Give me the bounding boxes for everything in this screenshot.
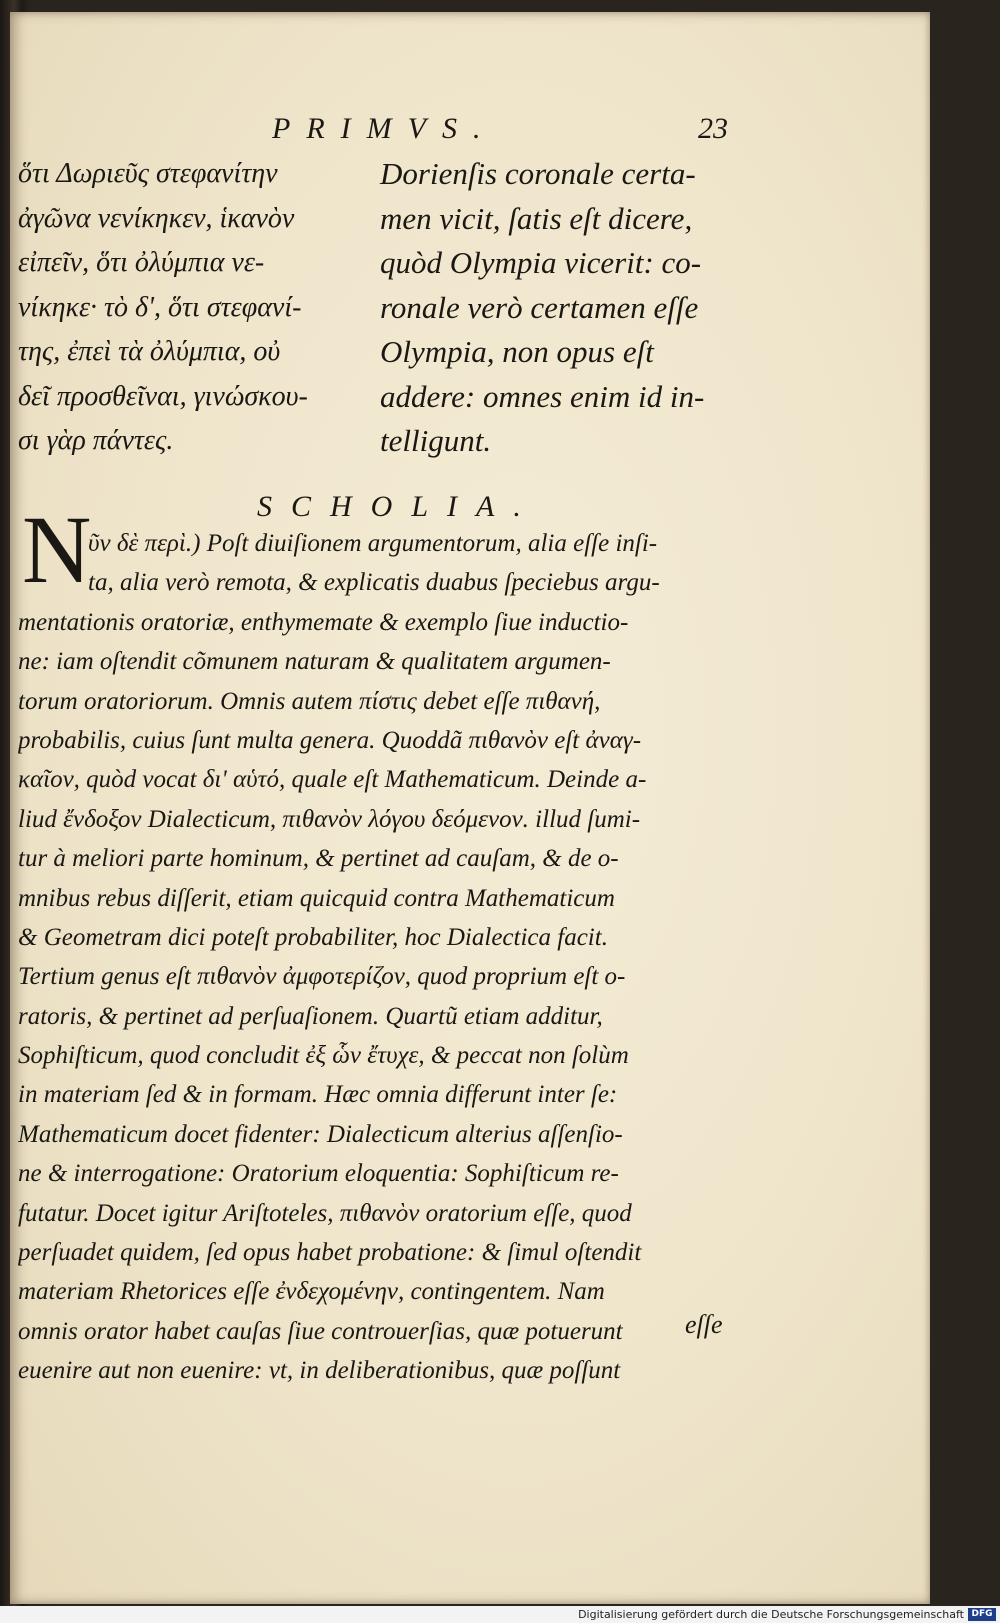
latin-line: telligunt. bbox=[380, 423, 492, 458]
scholia-line: Mathematicum docet fidenter: Dialecticum alterius aſſenſio- bbox=[18, 1120, 623, 1148]
latin-line: Olympia, non opus eſt bbox=[380, 334, 654, 369]
latin-line: ronale verò certamen eſſe bbox=[380, 289, 699, 325]
scholia-line: tur à meliori parte hominum, & pertinet ad cauſam, & de o- bbox=[18, 845, 619, 873]
scholia-line: materiam Rhetorices eſſe ἐνδεχομένην, contingentem. Nam bbox=[18, 1278, 605, 1306]
scholia-line: ne: iam oſtendit cõmunem naturam & qualitatem argumen- bbox=[18, 648, 611, 676]
greek-line: σι γὰρ πάντες. bbox=[18, 425, 174, 456]
scholia-line: ta, alia verò remota, & explicatis duabus ſpeciebus argu- bbox=[88, 569, 660, 597]
scholia-line: mnibus rebus diſſerit, etiam quicquid contra Mathematicum bbox=[18, 884, 615, 912]
funding-credit: Digitalisierung gefördert durch die Deutsche Forschungsgemeinschaft bbox=[578, 1608, 964, 1621]
scholia-line: probabilis, cuius ſunt multa genera. Quoddã πιθανὸν eſt ἀναγ- bbox=[18, 726, 642, 754]
scholia-line: mentationis oratoriæ, enthymemate & exemplo ſiue inductio- bbox=[18, 608, 629, 636]
latin-line: quòd Olympia vicerit: co- bbox=[380, 245, 702, 280]
scholia-line: in materiam ſed & in formam. Hæc omnia differunt inter ſe: bbox=[18, 1081, 618, 1109]
page-number: 23 bbox=[698, 112, 728, 145]
scholia-line: ne & interrogatione: Oratorium eloquentia: Sophiſticum re- bbox=[18, 1160, 619, 1188]
running-head: PRIMVS. bbox=[272, 112, 497, 145]
section-heading: SCHOLIA. bbox=[257, 490, 540, 523]
latin-text-column bbox=[380, 152, 735, 464]
scholia-line: omnis orator habet cauſas ſiue controuerſias, quæ potuerunt bbox=[18, 1317, 623, 1345]
greek-line: δεῖ προσθεῖναι, γινώσκου- bbox=[18, 380, 308, 412]
greek-line: ἀγῶνα νενίκηκεν, ἱκανὸν bbox=[18, 202, 295, 234]
drop-cap-initial: N bbox=[22, 496, 92, 603]
scholia-line: Sophiſticum, quod concludit ἐξ ὧν ἔτυχε, & peccat non ſolùm bbox=[18, 1042, 629, 1070]
catchword: eſſe bbox=[685, 1310, 723, 1339]
scholia-line: liud ἔνδοξον Dialecticum, πιθανὸν λόγου δεόμενον. illud ſumi- bbox=[18, 805, 641, 833]
greek-line: νίκηκε· τὸ δ', ὅτι στεφανί- bbox=[18, 291, 302, 323]
greek-line: της, ἐπεὶ τὰ ὀλύμπια, οὐ bbox=[18, 336, 281, 367]
dfg-logo: DFG bbox=[968, 1608, 996, 1621]
book-page bbox=[10, 12, 930, 1604]
greek-line: ὅτι Δωριεῦς στεφανίτην bbox=[18, 158, 278, 189]
scholia-line: ratoris, & pertinet ad perſuaſionem. Quartũ etiam additur, bbox=[18, 1002, 603, 1030]
scholia-line: futatur. Docet igitur Ariſtoteles, πιθανὸν oratorium eſſe, quod bbox=[18, 1199, 632, 1227]
scholia-line: & Geometram dici poteſt probabiliter, hoc Dialectica facit. bbox=[18, 923, 608, 951]
digitization-footer bbox=[0, 1606, 1000, 1623]
scholia-line: ῦν δὲ περὶ.) Poſt diuiſionem argumentorum, alia eſſe inſi- bbox=[88, 530, 658, 557]
scholia-line: καῖον, quòd vocat δι' αὑτό, quale eſt Mathematicum. Deinde a- bbox=[18, 766, 647, 794]
latin-line: addere: omnes enim id in- bbox=[380, 378, 705, 414]
scholia-line: Tertium genus eſt πιθανὸν ἀμφοτερίζον, quod proprium eſt o- bbox=[18, 963, 626, 991]
greek-line: εἰπεῖν, ὅτι ὀλύμπια νε- bbox=[18, 247, 265, 278]
scholia-line: euenire aut non euenire: vt, in deliberationibus, quæ poſſunt bbox=[18, 1357, 621, 1385]
latin-line: men vicit, ſatis eſt dicere, bbox=[380, 200, 693, 236]
scholia-line: torum oratoriorum. Omnis autem πίστις debet eſſe πιθανή, bbox=[18, 687, 601, 715]
latin-line: Dorienſis coronale certa- bbox=[380, 156, 696, 191]
greek-text-column bbox=[18, 152, 363, 464]
scholia-line: perſuadet quidem, ſed opus habet probatione: & ſimul oſtendit bbox=[18, 1239, 642, 1267]
scholia-body bbox=[18, 524, 738, 1391]
